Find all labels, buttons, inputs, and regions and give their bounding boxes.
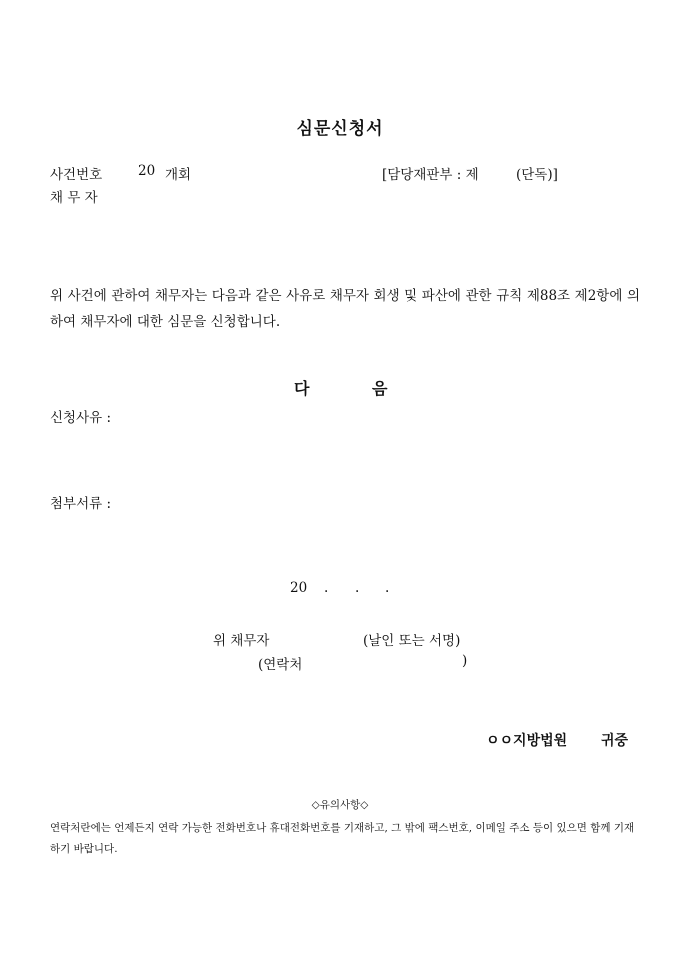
signer-label: 위 채무자 xyxy=(213,633,270,649)
date-dot: . xyxy=(324,580,329,596)
seal-label: (날인 또는 서명) xyxy=(363,633,461,649)
heading-right-char: 음 xyxy=(372,379,388,398)
court-suffix: 귀중 xyxy=(601,733,629,749)
date-dot: . xyxy=(355,580,360,596)
notice-heading: ◇유의사항◇ xyxy=(311,799,369,811)
notice-text: 연락처란에는 언제든지 연락 가능한 전화번호나 휴대전화번호를 기재하고, 그 밖에 팩스번호, 이메일 주소 등이 있으면 함께 기재하기 바랍니다. xyxy=(50,822,635,855)
contact-label: (연락처 xyxy=(258,657,303,673)
court-name: ㅇㅇ지방법원 xyxy=(486,733,568,749)
document-title: 심문신청서 xyxy=(296,119,384,139)
case-number-label: 사건번호 xyxy=(50,167,103,183)
case-year: 20 xyxy=(138,163,156,179)
debtor-label: 채 무 자 xyxy=(50,190,98,206)
attachments-label: 첨부서류 : xyxy=(50,496,112,512)
court-division: [담당재판부 : 제 xyxy=(382,167,479,183)
heading-left-char: 다 xyxy=(294,379,310,398)
reason-label: 신청사유 : xyxy=(50,410,112,426)
body-paragraph: 위 사건에 관하여 채무자는 다음과 같은 사유로 채무자 회생 및 파산에 관한 규칙 제88조 제2항에 의하여 채무자에 대한 심문을 신청합니다. xyxy=(50,288,640,330)
case-type: 개회 xyxy=(165,167,192,183)
date-dot: . xyxy=(385,580,390,596)
single-judge-label: (단독)] xyxy=(516,167,558,183)
date-year: 20 xyxy=(290,580,308,596)
contact-close: ) xyxy=(462,653,468,669)
